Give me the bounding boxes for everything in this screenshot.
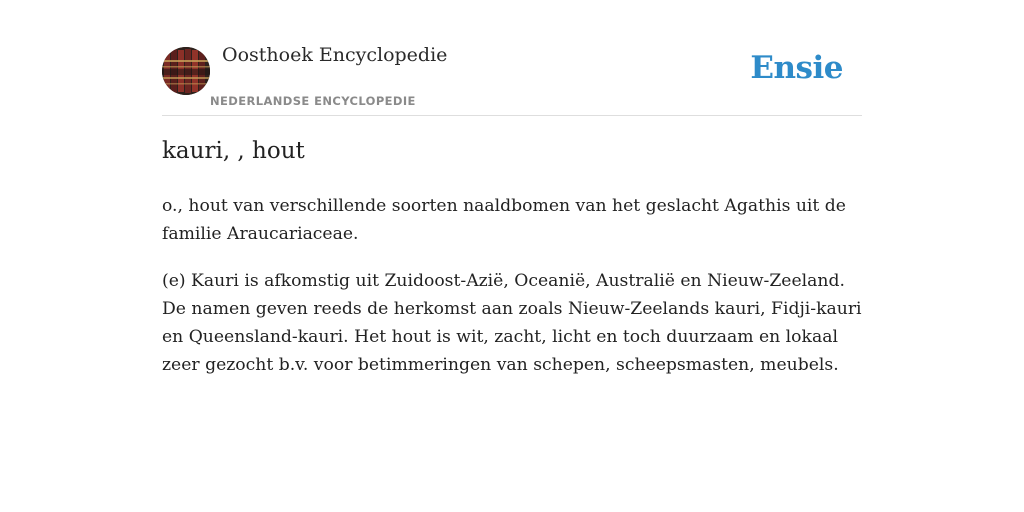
entry-paragraph: (e) Kauri is afkomstig uit Zuidoost-Azië, Oceanië, Australië en Nieuw-Zeeland. De namen geven reeds de herkomst aan zoals Nieuw-Zeelands kauri, Fidji-kauri en Queensland-kauri. Het hout is wit, zacht, licht en toch duurzaam en lokaal zeer gezocht b.v. voor betimmeringen van schepen, scheepsmasten, meubels. [162, 271, 862, 375]
site-title-link[interactable]: Oosthoek Encyclopedie [222, 44, 448, 66]
entry-paragraph: o., hout van verschillende soorten naaldbomen van het geslacht Agathis uit de familie Araucariaceae. [162, 196, 846, 244]
entry-title: kauri, , hout [162, 138, 305, 164]
site-header [162, 0, 862, 116]
entry-body [162, 192, 862, 398]
site-subtitle: NEDERLANDSE ENCYCLOPEDIE [210, 94, 416, 108]
encyclopedia-books-icon[interactable] [162, 47, 210, 95]
ensie-logo-link[interactable]: Ensie [750, 50, 843, 86]
content-container [162, 0, 862, 375]
